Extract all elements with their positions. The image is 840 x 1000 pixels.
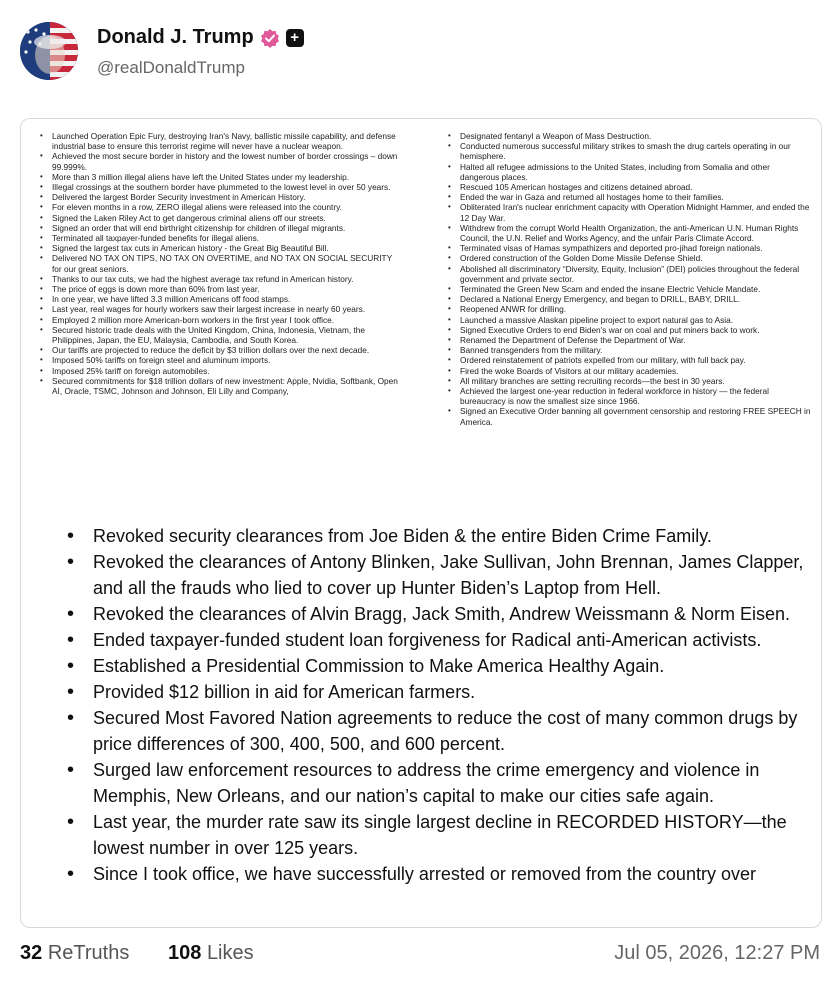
list-item: • Declared a National Energy Emergency, and began to DRILL, BABY, DRILL. xyxy=(445,294,811,304)
retruths-label: ReTruths xyxy=(47,942,130,964)
retruths-stat[interactable] xyxy=(20,942,129,965)
list-item: • Signed the Laken Riley Act to get dangerous criminal aliens off our streets. xyxy=(37,213,403,223)
list-item: • Revoked security clearances from Joe Biden & the entire Biden Crime Family. xyxy=(61,523,811,549)
list-item: • Achieved the most secure border in history and the lowest number of border crossings – down 99.999%. xyxy=(37,151,403,171)
likes-count: 108 xyxy=(168,942,202,964)
list-item: • Ended the war in Gaza and returned all hostages home to their families. xyxy=(445,192,811,202)
list-item: • Secured historic trade deals with the United Kingdom, China, Indonesia, Vietnam, the Philippines, Japan, the EU, Malaysia, Cambodia, and South Korea. xyxy=(37,325,403,345)
list-item: • Obliterated Iran's nuclear enrichment capacity with Operation Midnight Hammer, and ended the 12 Day War. xyxy=(445,202,811,222)
timestamp[interactable]: Jul 05, 2026, 12:27 PM xyxy=(614,942,820,964)
list-item: • Terminated all taxpayer-funded benefits for illegal aliens. xyxy=(37,233,403,243)
list-item: • Revoked the clearances of Alvin Bragg, Jack Smith, Andrew Weissmann & Norm Eisen. xyxy=(61,601,811,627)
list-item: • Last year, real wages for hourly workers saw their largest increase in nearly 60 years. xyxy=(37,304,403,314)
list-item: • Ordered reinstatement of patriots expelled from our military, with full back pay. xyxy=(445,355,811,365)
post-footer xyxy=(20,940,820,970)
display-name[interactable]: Donald J. Trump xyxy=(97,26,254,48)
left-column-list xyxy=(37,131,403,396)
list-item: • In one year, we have lifted 3.3 million Americans off food stamps. xyxy=(37,294,403,304)
list-item: • For eleven months in a row, ZERO illegal aliens were released into the country. xyxy=(37,202,403,212)
list-item: • Achieved the largest one-year reduction in federal workforce in history — the federal bureaucracy is now the smallest size since 1966. xyxy=(445,386,811,406)
document-top-section xyxy=(21,119,821,527)
list-item: • Conducted numerous successful military strikes to smash the drug cartels operating in our hemisphere. xyxy=(445,141,811,161)
list-item: • Provided $12 billion in aid for American farmers. xyxy=(61,679,811,705)
list-item: • Our tariffs are projected to reduce the deficit by $3 trillion dollars over the next decade. xyxy=(37,345,403,355)
list-item: • Illegal crossings at the southern border have plummeted to the lowest level in over 50 years. xyxy=(37,182,403,192)
list-item: • Delivered the largest Border Security investment in American History. xyxy=(37,192,403,202)
list-item: • Renamed the Department of Defense the Department of War. xyxy=(445,335,811,345)
list-item: • Last year, the murder rate saw its single largest decline in RECORDED HISTORY—the lowest number in over 125 years. xyxy=(61,809,811,861)
list-item: • Surged law enforcement resources to address the crime emergency and violence in Memphis, New Orleans, and our nation’s capital to make our cities safe again. xyxy=(61,757,811,809)
list-item: • Terminated the Green New Scam and ended the insane Electric Vehicle Mandate. xyxy=(445,284,811,294)
post-header xyxy=(20,18,820,82)
list-item: • Employed 2 million more American-born workers in the first year I took office. xyxy=(37,315,403,325)
list-item: • Ordered construction of the Golden Dome Missile Defense Shield. xyxy=(445,253,811,263)
list-item: • Ended taxpayer-funded student loan forgiveness for Radical anti-American activists. xyxy=(61,627,811,653)
list-item: • Launched Operation Epic Fury, destroying Iran's Navy, ballistic missile capability, and defense industrial base to ensure this terrorist regime will never have a nuclear weapon. xyxy=(37,131,403,151)
list-item: • Imposed 50% tariffs on foreign steel and aluminum imports. xyxy=(37,355,403,365)
document-bottom-section xyxy=(21,523,821,927)
list-item: • Since I took office, we have successfully arrested or removed from the country over xyxy=(61,861,811,887)
list-item: • All military branches are setting recruiting records—the best in 30 years. xyxy=(445,376,811,386)
likes-stat[interactable] xyxy=(168,942,254,965)
list-item: • Thanks to our tax cuts, we had the highest average tax refund in American history. xyxy=(37,274,403,284)
list-item: • Signed an Executive Order banning all government censorship and restoring FREE SPEECH in America. xyxy=(445,406,811,426)
list-item: • Designated fentanyl a Weapon of Mass Destruction. xyxy=(445,131,811,141)
list-item: • Reopened ANWR for drilling. xyxy=(445,304,811,314)
list-item: • Secured commitments for $18 trillion dollars of new investment: Apple, Nvidia, Softbank, Open AI, Oracle, TSMC, Johnson and Johnson, Eli Lilly and Company, xyxy=(37,376,403,396)
list-item: • Revoked the clearances of Antony Blinken, Jake Sullivan, John Brennan, James Clapper, and all the frauds who lied to cover up Hunter Biden’s Laptop from Hell. xyxy=(61,549,811,601)
verified-badge-icon xyxy=(260,28,280,48)
plus-badge-icon: + xyxy=(286,29,304,47)
avatar[interactable] xyxy=(20,22,78,80)
list-item: • Imposed 25% tariff on foreign automobiles. xyxy=(37,366,403,376)
list-item: • Terminated visas of Hamas sympathizers and deported pro-jihad foreign nationals. xyxy=(445,243,811,253)
list-item: • Secured Most Favored Nation agreements to reduce the cost of many common drugs by price differences of 300, 400, 500, and 600 percent. xyxy=(61,705,811,757)
list-item: • More than 3 million illegal aliens have left the United States under my leadership. xyxy=(37,172,403,182)
list-item: • Halted all refugee admissions to the United States, including from Somalia and other dangerous places. xyxy=(445,162,811,182)
list-item: • Banned transgenders from the military. xyxy=(445,345,811,355)
list-item: • Abolished all discriminatory “Diversity, Equity, Inclusion” (DEI) policies throughout the federal government and private sector. xyxy=(445,264,811,284)
list-item: • Withdrew from the corrupt World Health Organization, the anti-American U.N. Human Rights Council, the U.N. Relief and Works Agency, and the unfair Paris Climate Accord. xyxy=(445,223,811,243)
list-item: • Fired the woke Boards of Visitors at our military academies. xyxy=(445,366,811,376)
flag-portrait-icon xyxy=(20,22,78,80)
list-item: • Rescued 105 American hostages and citizens detained abroad. xyxy=(445,182,811,192)
list-item: • Established a Presidential Commission to Make America Healthy Again. xyxy=(61,653,811,679)
likes-label: Likes xyxy=(206,942,254,964)
post-image[interactable] xyxy=(20,118,822,928)
retruths-count: 32 xyxy=(20,942,43,964)
list-item: • The price of eggs is down more than 60% from last year. xyxy=(37,284,403,294)
handle[interactable]: @realDonaldTrump xyxy=(97,58,245,77)
list-item: • Signed Executive Orders to end Biden's war on coal and put miners back to work. xyxy=(445,325,811,335)
list-item: • Signed the largest tax cuts in American history - the Great Big Beautiful Bill. xyxy=(37,243,403,253)
list-item: • Delivered NO TAX ON TIPS, NO TAX ON OVERTIME, and NO TAX ON SOCIAL SECURITY for our great seniors. xyxy=(37,253,403,273)
list-item: • Signed an order that will end birthright citizenship for children of illegal migrants. xyxy=(37,223,403,233)
bottom-list xyxy=(61,523,811,887)
right-column-list xyxy=(445,131,811,427)
list-item: • Launched a massive Alaskan pipeline project to export natural gas to Asia. xyxy=(445,315,811,325)
